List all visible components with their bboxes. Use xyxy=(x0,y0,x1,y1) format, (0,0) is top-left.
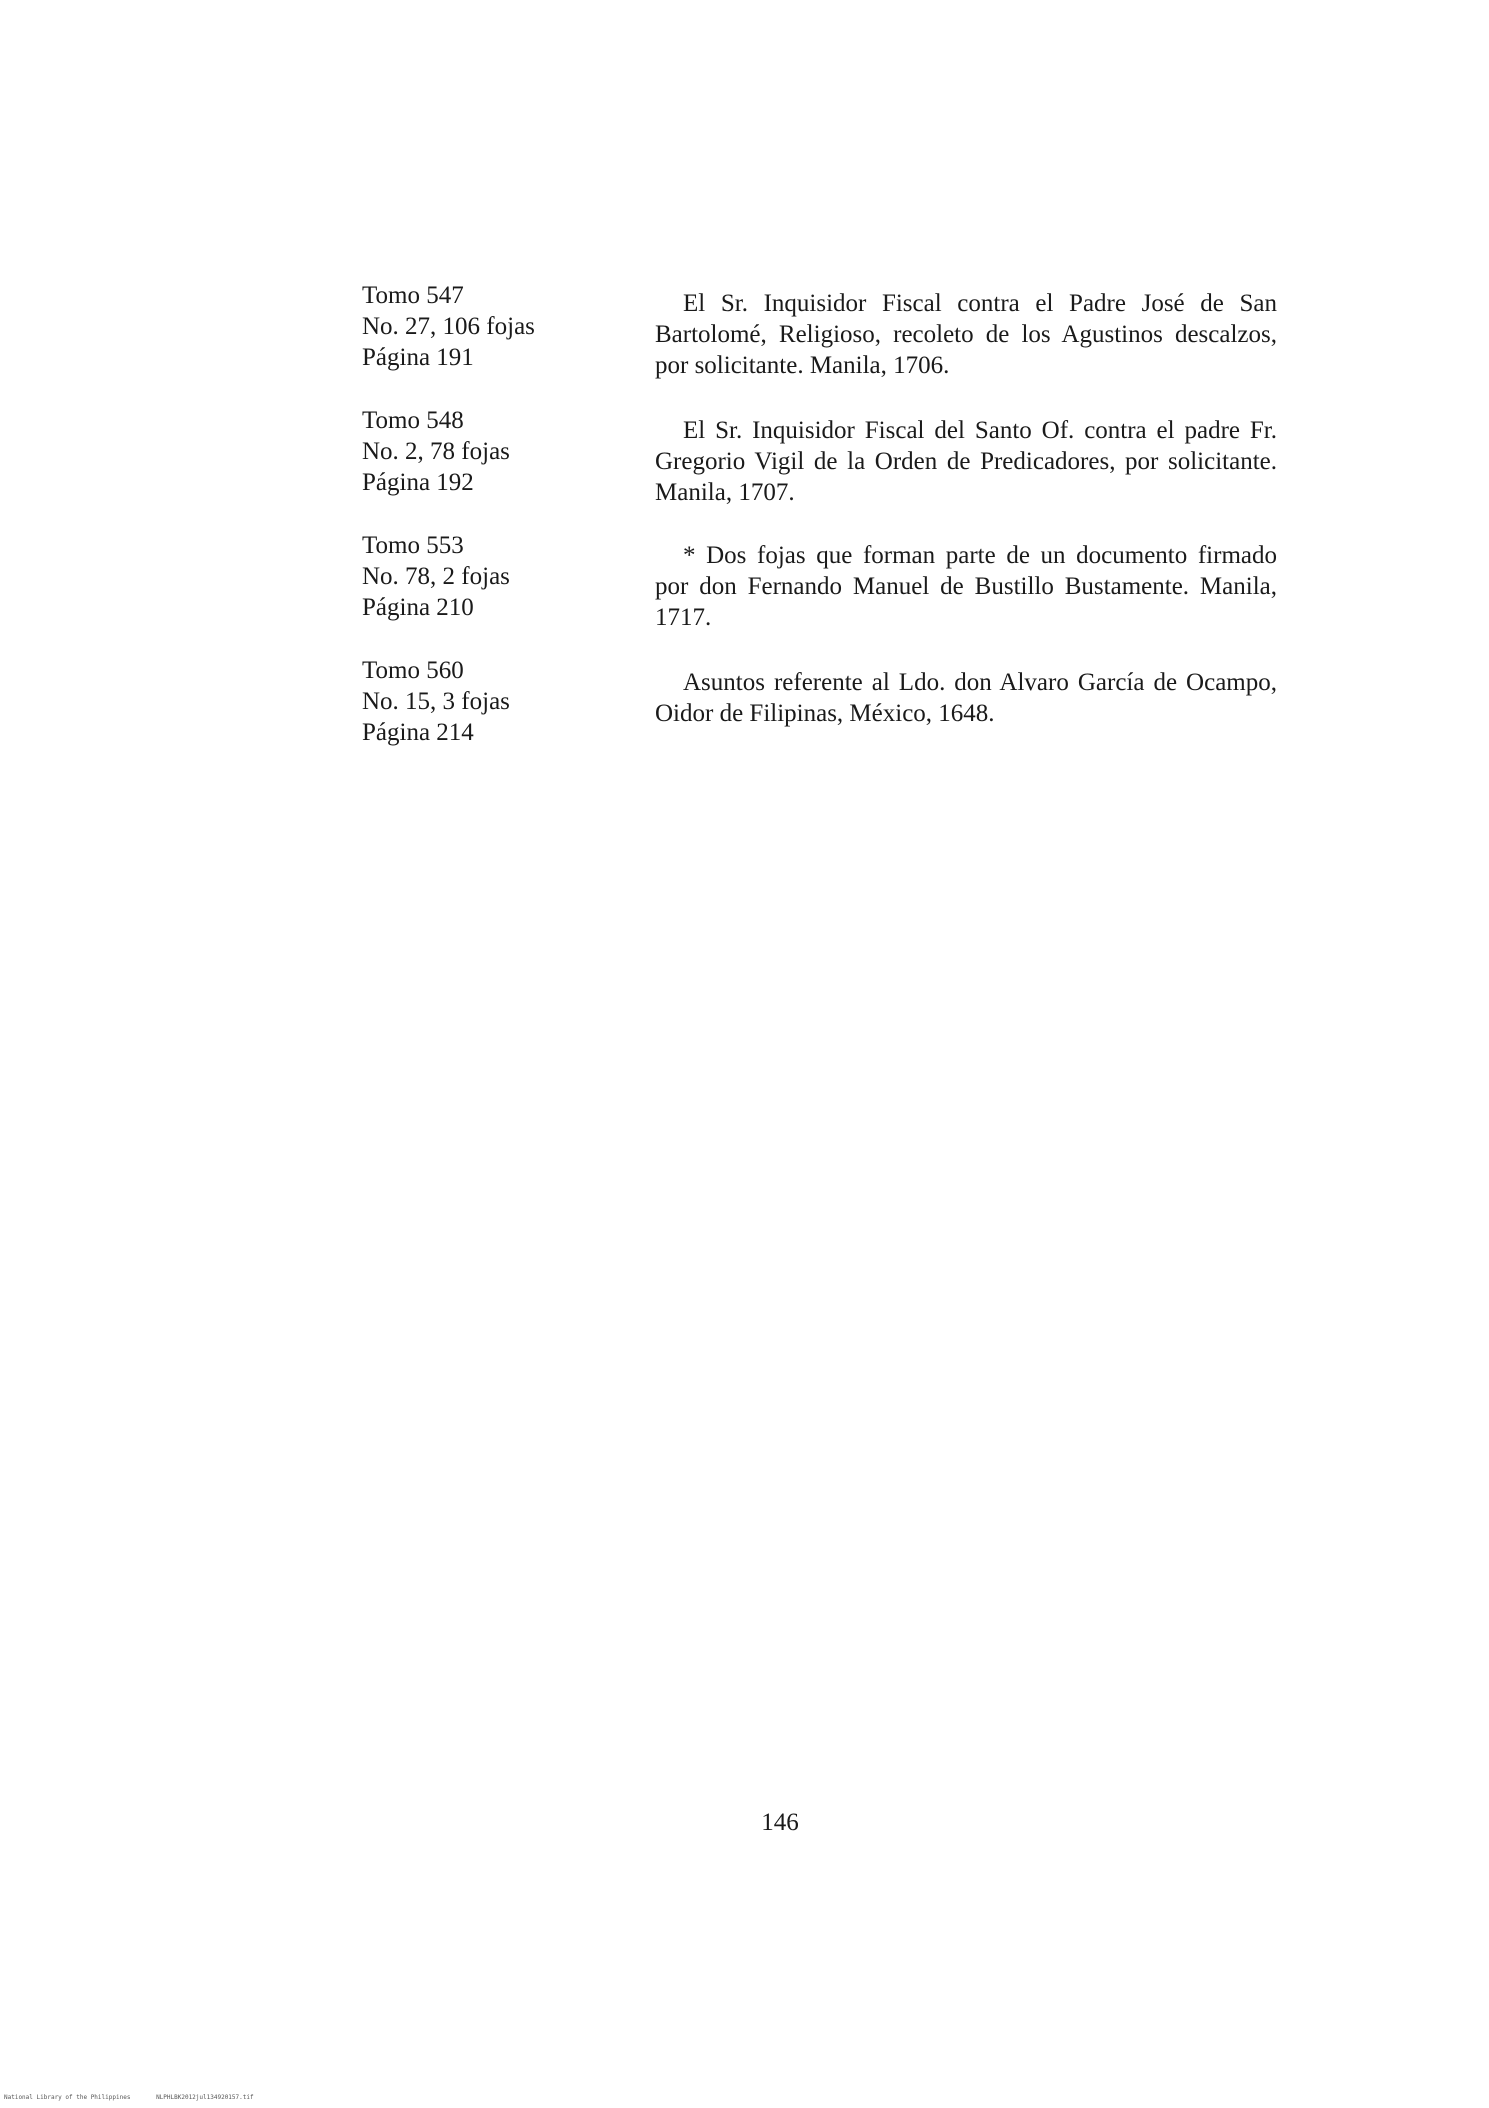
entry-pagina: Página 192 xyxy=(362,469,474,496)
entry-tomo: Tomo 553 xyxy=(362,532,464,559)
entry-numero: No. 2, 78 fojas xyxy=(362,438,510,465)
footer-file: NLPHLBK2012jul134920157.tif xyxy=(156,2094,254,2101)
entry-description: * Dos fojas que forman parte de un documento firmado por don Fernando Manuel de Bustillo Bustamente. Manila, 1717. xyxy=(655,542,1277,631)
footer-library: National Library of the Philippines xyxy=(4,2094,131,2101)
entry-tomo: Tomo 560 xyxy=(362,657,464,684)
entry-numero: No. 15, 3 fojas xyxy=(362,688,510,715)
entry-reference xyxy=(362,280,602,373)
entry-description: El Sr. Inquisidor Fiscal contra el Padre José de San Bartolomé, Religioso, recoleto de los Agustinos descalzos, por solicitante. Manila, 1706. xyxy=(655,290,1277,379)
entry-reference xyxy=(362,530,602,623)
entry-pagina: Página 210 xyxy=(362,594,474,621)
scan-footer xyxy=(4,2094,276,2101)
entry-numero: No. 78, 2 fojas xyxy=(362,563,510,590)
entry-numero: No. 27, 106 fojas xyxy=(362,313,535,340)
entry-reference xyxy=(362,655,602,748)
entry-tomo: Tomo 548 xyxy=(362,407,464,434)
entry-reference xyxy=(362,405,602,498)
entry-pagina: Página 191 xyxy=(362,344,474,371)
entry-pagina: Página 214 xyxy=(362,719,474,746)
page-number: 146 xyxy=(761,1809,799,1836)
entry-tomo: Tomo 547 xyxy=(362,282,464,309)
entry-description: Asuntos referente al Ldo. don Alvaro García de Ocampo, Oidor de Filipinas, México, 1648. xyxy=(655,669,1277,727)
entry-description: El Sr. Inquisidor Fiscal del Santo Of. contra el padre Fr. Gregorio Vigil de la Orden de Predicadores, por solicitante. Manila, 1707. xyxy=(655,417,1277,506)
